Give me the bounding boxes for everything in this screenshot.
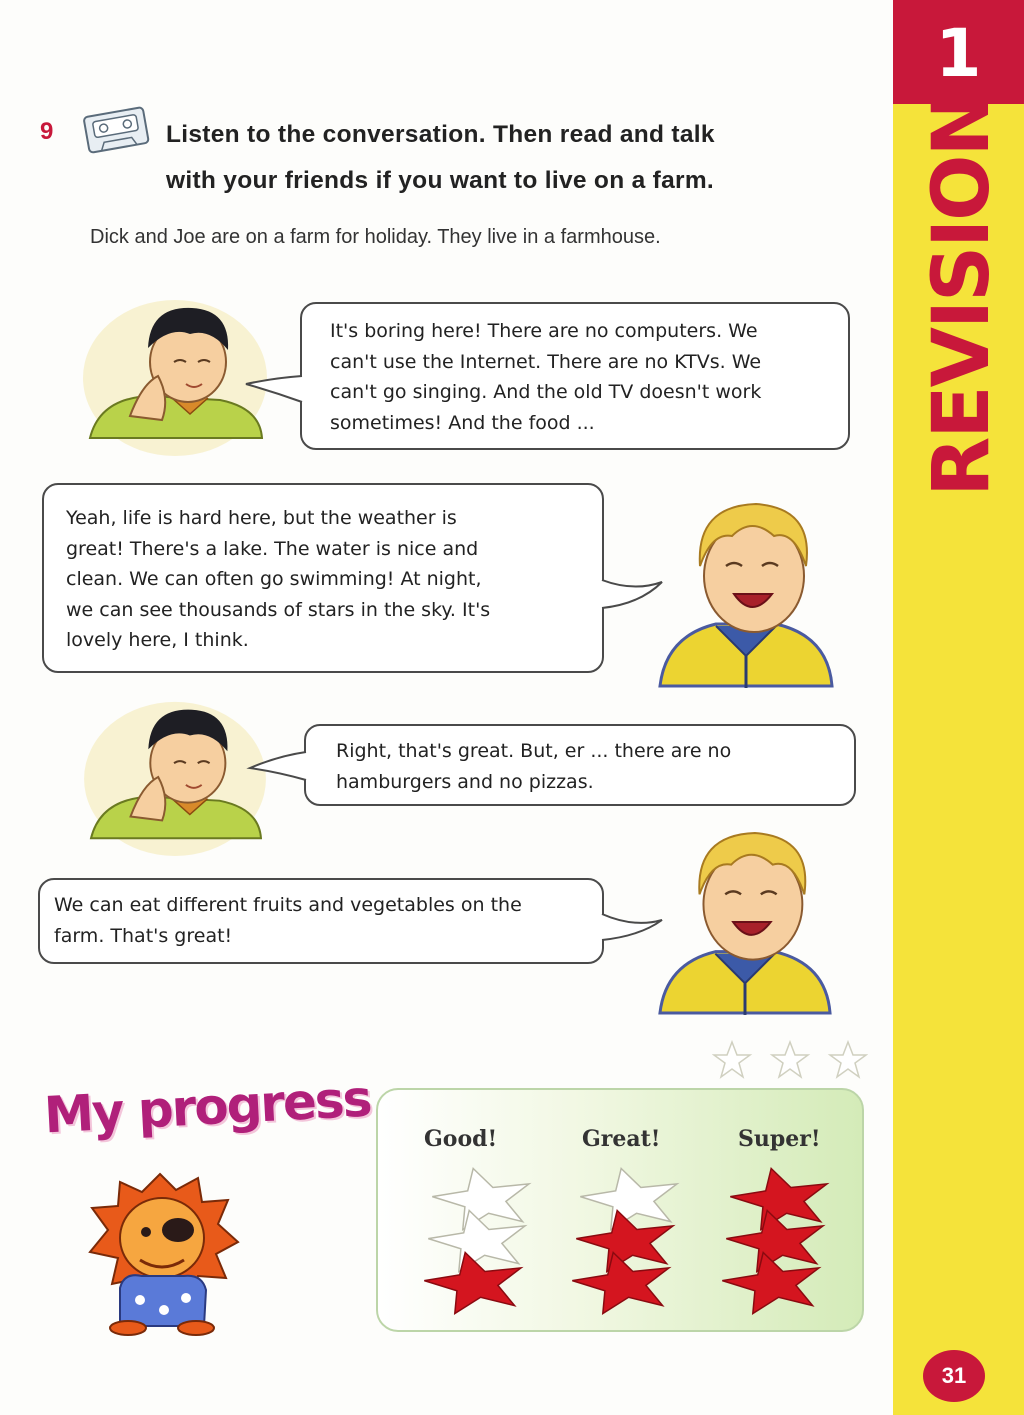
page-number: 31 [923,1350,985,1402]
bubble-1-line-1: It's boring here! There are no computers. We [330,320,758,342]
bubble-4-tail [600,906,664,946]
unit-number: 1 [935,15,982,92]
bubble-3-tail [248,746,310,786]
bubble-1-tail [244,370,306,410]
bubble-3-line-2: hamburgers and no pizzas. [336,770,594,793]
exercise-instruction [166,112,886,204]
bubble-2-tail [600,574,664,616]
bubble-1-line-2: can't use the Internet. There are no KTVs. We [330,350,762,373]
dark-haired-boy-illustration [80,288,270,458]
bubble-2-line-2: great! There's a lake. The water is nice and [66,537,479,560]
dark-haired-boy-illustration-2 [80,690,270,858]
unit-sidebar [893,0,1024,1415]
speech-bubble-1 [300,302,850,450]
cassette-icon [80,104,152,154]
blond-boy-illustration [656,496,836,692]
filled-star-3 [730,1169,827,1230]
speech-bubble-3 [304,724,856,806]
outline-star-1 [714,1042,750,1077]
exercise-intro: Dick and Joe are on a farm for holiday. They live in a farmhouse. [90,226,661,248]
progress-title: My progress [42,1069,372,1145]
bubble-1-line-4: sometimes! And the food ... [330,411,595,434]
speech-bubble-2 [42,483,604,673]
instruction-line-1: Listen to the conversation. Then read and talk [166,121,715,148]
bubble-2-line-1: Yeah, life is hard here, but the weather is [66,507,457,529]
stars-great [564,1164,694,1320]
blond-boy-illustration-2 [656,824,834,1020]
level-label-great: Great! [582,1126,661,1152]
outline-star-2 [772,1042,808,1077]
lion-mascot-illustration [80,1168,240,1336]
bubble-1-line-3: can't go singing. And the old TV doesn't work [330,381,762,403]
exercise-number: 9 [40,118,54,145]
bubble-2-line-4: we can see thousands of stars in the sky. It's [66,598,491,621]
outline-star-3 [830,1042,866,1077]
bubble-4-line-1: We can eat different fruits and vegetables on the [54,894,522,916]
filled-star-2 [576,1211,673,1272]
instruction-line-2: with your friends if you want to live on a farm. [166,167,715,194]
speech-bubble-4 [38,878,604,964]
rating-stars-outline [712,1040,868,1080]
bubble-2-line-5: lovely here, I think. [66,629,249,651]
empty-star-3 [580,1169,677,1230]
empty-star-2 [428,1211,525,1272]
bubble-4-line-2: farm. That's great! [54,924,233,947]
progress-rating-box [376,1088,864,1332]
stars-super [714,1164,844,1320]
filled-star-2 [726,1211,823,1272]
bubble-2-line-3: clean. We can often go swimming! At night, [66,568,482,590]
bubble-3-line-1: Right, that's great. But, er ... there are no [336,740,732,762]
level-label-super: Super! [738,1126,821,1152]
level-label-good: Good! [424,1126,498,1152]
filled-star-1 [424,1253,521,1314]
unit-title [917,93,1007,497]
empty-star-3 [432,1169,529,1230]
unit-title-text: REVISION [917,93,1007,497]
stars-good [416,1164,546,1320]
unit-number-block [893,0,1024,104]
filled-star-1 [572,1253,669,1314]
filled-star-1 [722,1253,819,1314]
